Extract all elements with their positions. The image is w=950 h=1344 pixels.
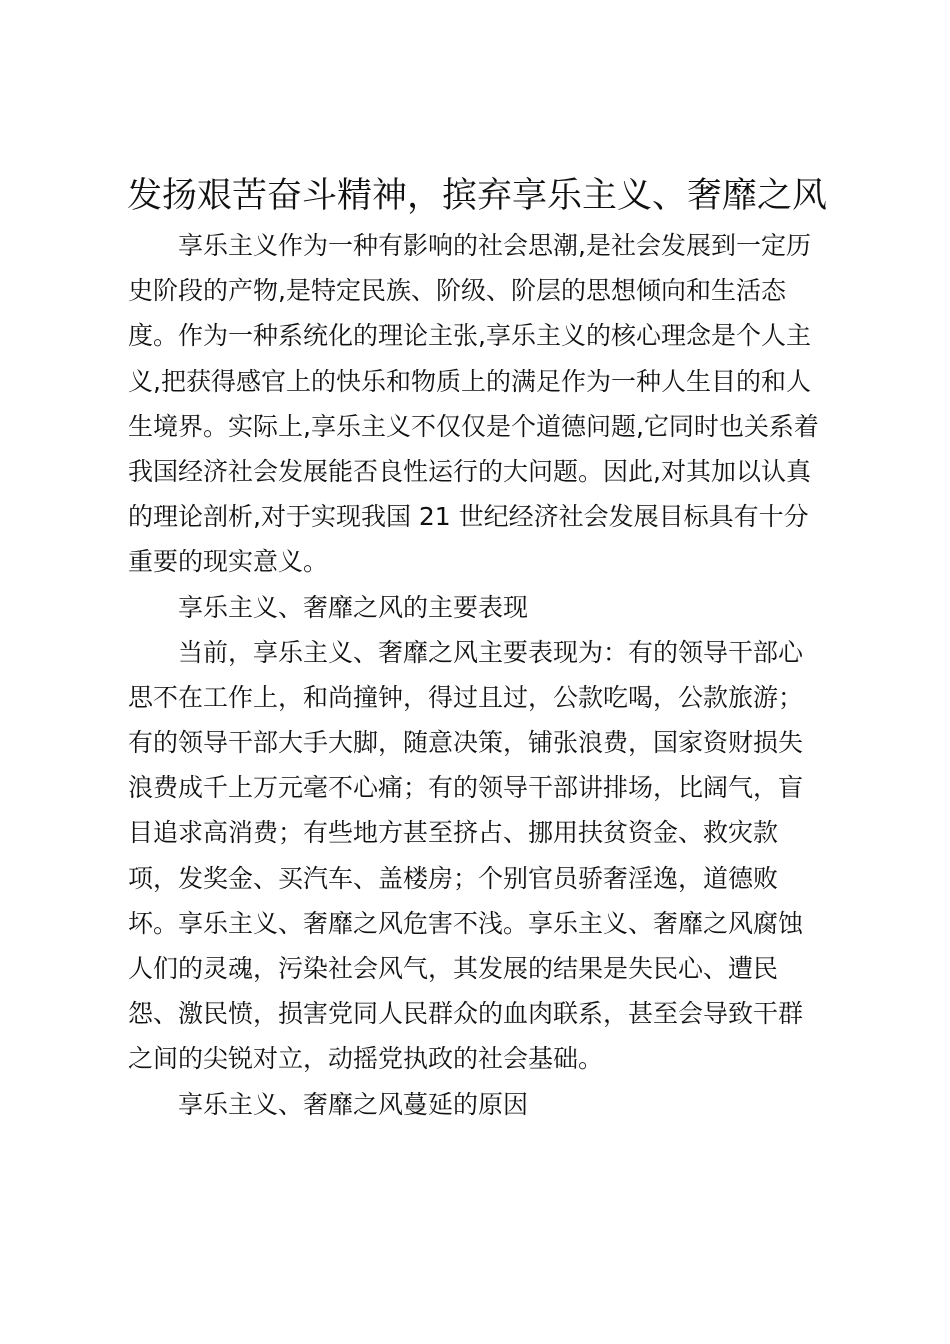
body-line: 生境界。实际上,享乐主义不仅仅是个道德问题,它同时也关系着: [128, 411, 819, 441]
body-line: 浪费成千上万元毫不心痛；有的领导干部讲排场，比阔气，盲: [128, 773, 804, 803]
body-line: 怨、激民愤，损害党同人民群众的血肉联系，甚至会导致干群: [128, 999, 804, 1029]
body-line: 我国经济社会发展能否良性运行的大问题。因此,对其加以认真: [128, 456, 811, 486]
body-line: 人们的灵魂，污染社会风气，其发展的结果是失民心、遭民: [128, 954, 779, 983]
body-line: 义,把获得感官上的快乐和物质上的满足作为一种人生目的和人: [128, 366, 811, 396]
body-line: 目追求高消费；有些地方甚至挤占、挪用扶贫资金、救灾款: [128, 818, 779, 848]
body-line: 享乐主义、奢靡之风的主要表现: [178, 592, 529, 622]
body-line: 享乐主义、奢靡之风蔓延的原因: [178, 1089, 529, 1119]
body-line: 的理论剖析,对于实现我国 21 世纪经济社会发展目标具有十分: [128, 502, 809, 532]
document-title: 发扬艰苦奋斗精神，摈弃享乐主义、奢靡之风: [127, 176, 828, 216]
body-line: 享乐主义作为一种有影响的社会思潮,是社会发展到一定历: [178, 231, 811, 260]
body-line: 之间的尖锐对立，动摇党执政的社会基础。: [128, 1044, 604, 1074]
body-line: 当前，享乐主义、奢靡之风主要表现为：有的领导干部心: [178, 637, 804, 667]
body-line: 重要的现实意义。: [128, 547, 329, 577]
document-body: [128, 223, 828, 1127]
body-line: 项，发奖金、买汽车、盖楼房；个别官员骄奢淫逸，道德败: [128, 863, 779, 893]
body-line: 坏。享乐主义、奢靡之风危害不浅。享乐主义、奢靡之风腐蚀: [128, 908, 804, 938]
body-line: 有的领导干部大手大脚，随意决策，铺张浪费，国家资财损失: [128, 728, 804, 758]
body-line: 度。作为一种系统化的理论主张,享乐主义的核心理念是个人主: [128, 321, 811, 351]
body-line: 思不在工作上，和尚撞钟，得过且过，公款吃喝，公款旅游；: [128, 682, 804, 712]
body-line: 史阶段的产物,是特定民族、阶级、阶层的思想倾向和生活态: [128, 276, 786, 306]
